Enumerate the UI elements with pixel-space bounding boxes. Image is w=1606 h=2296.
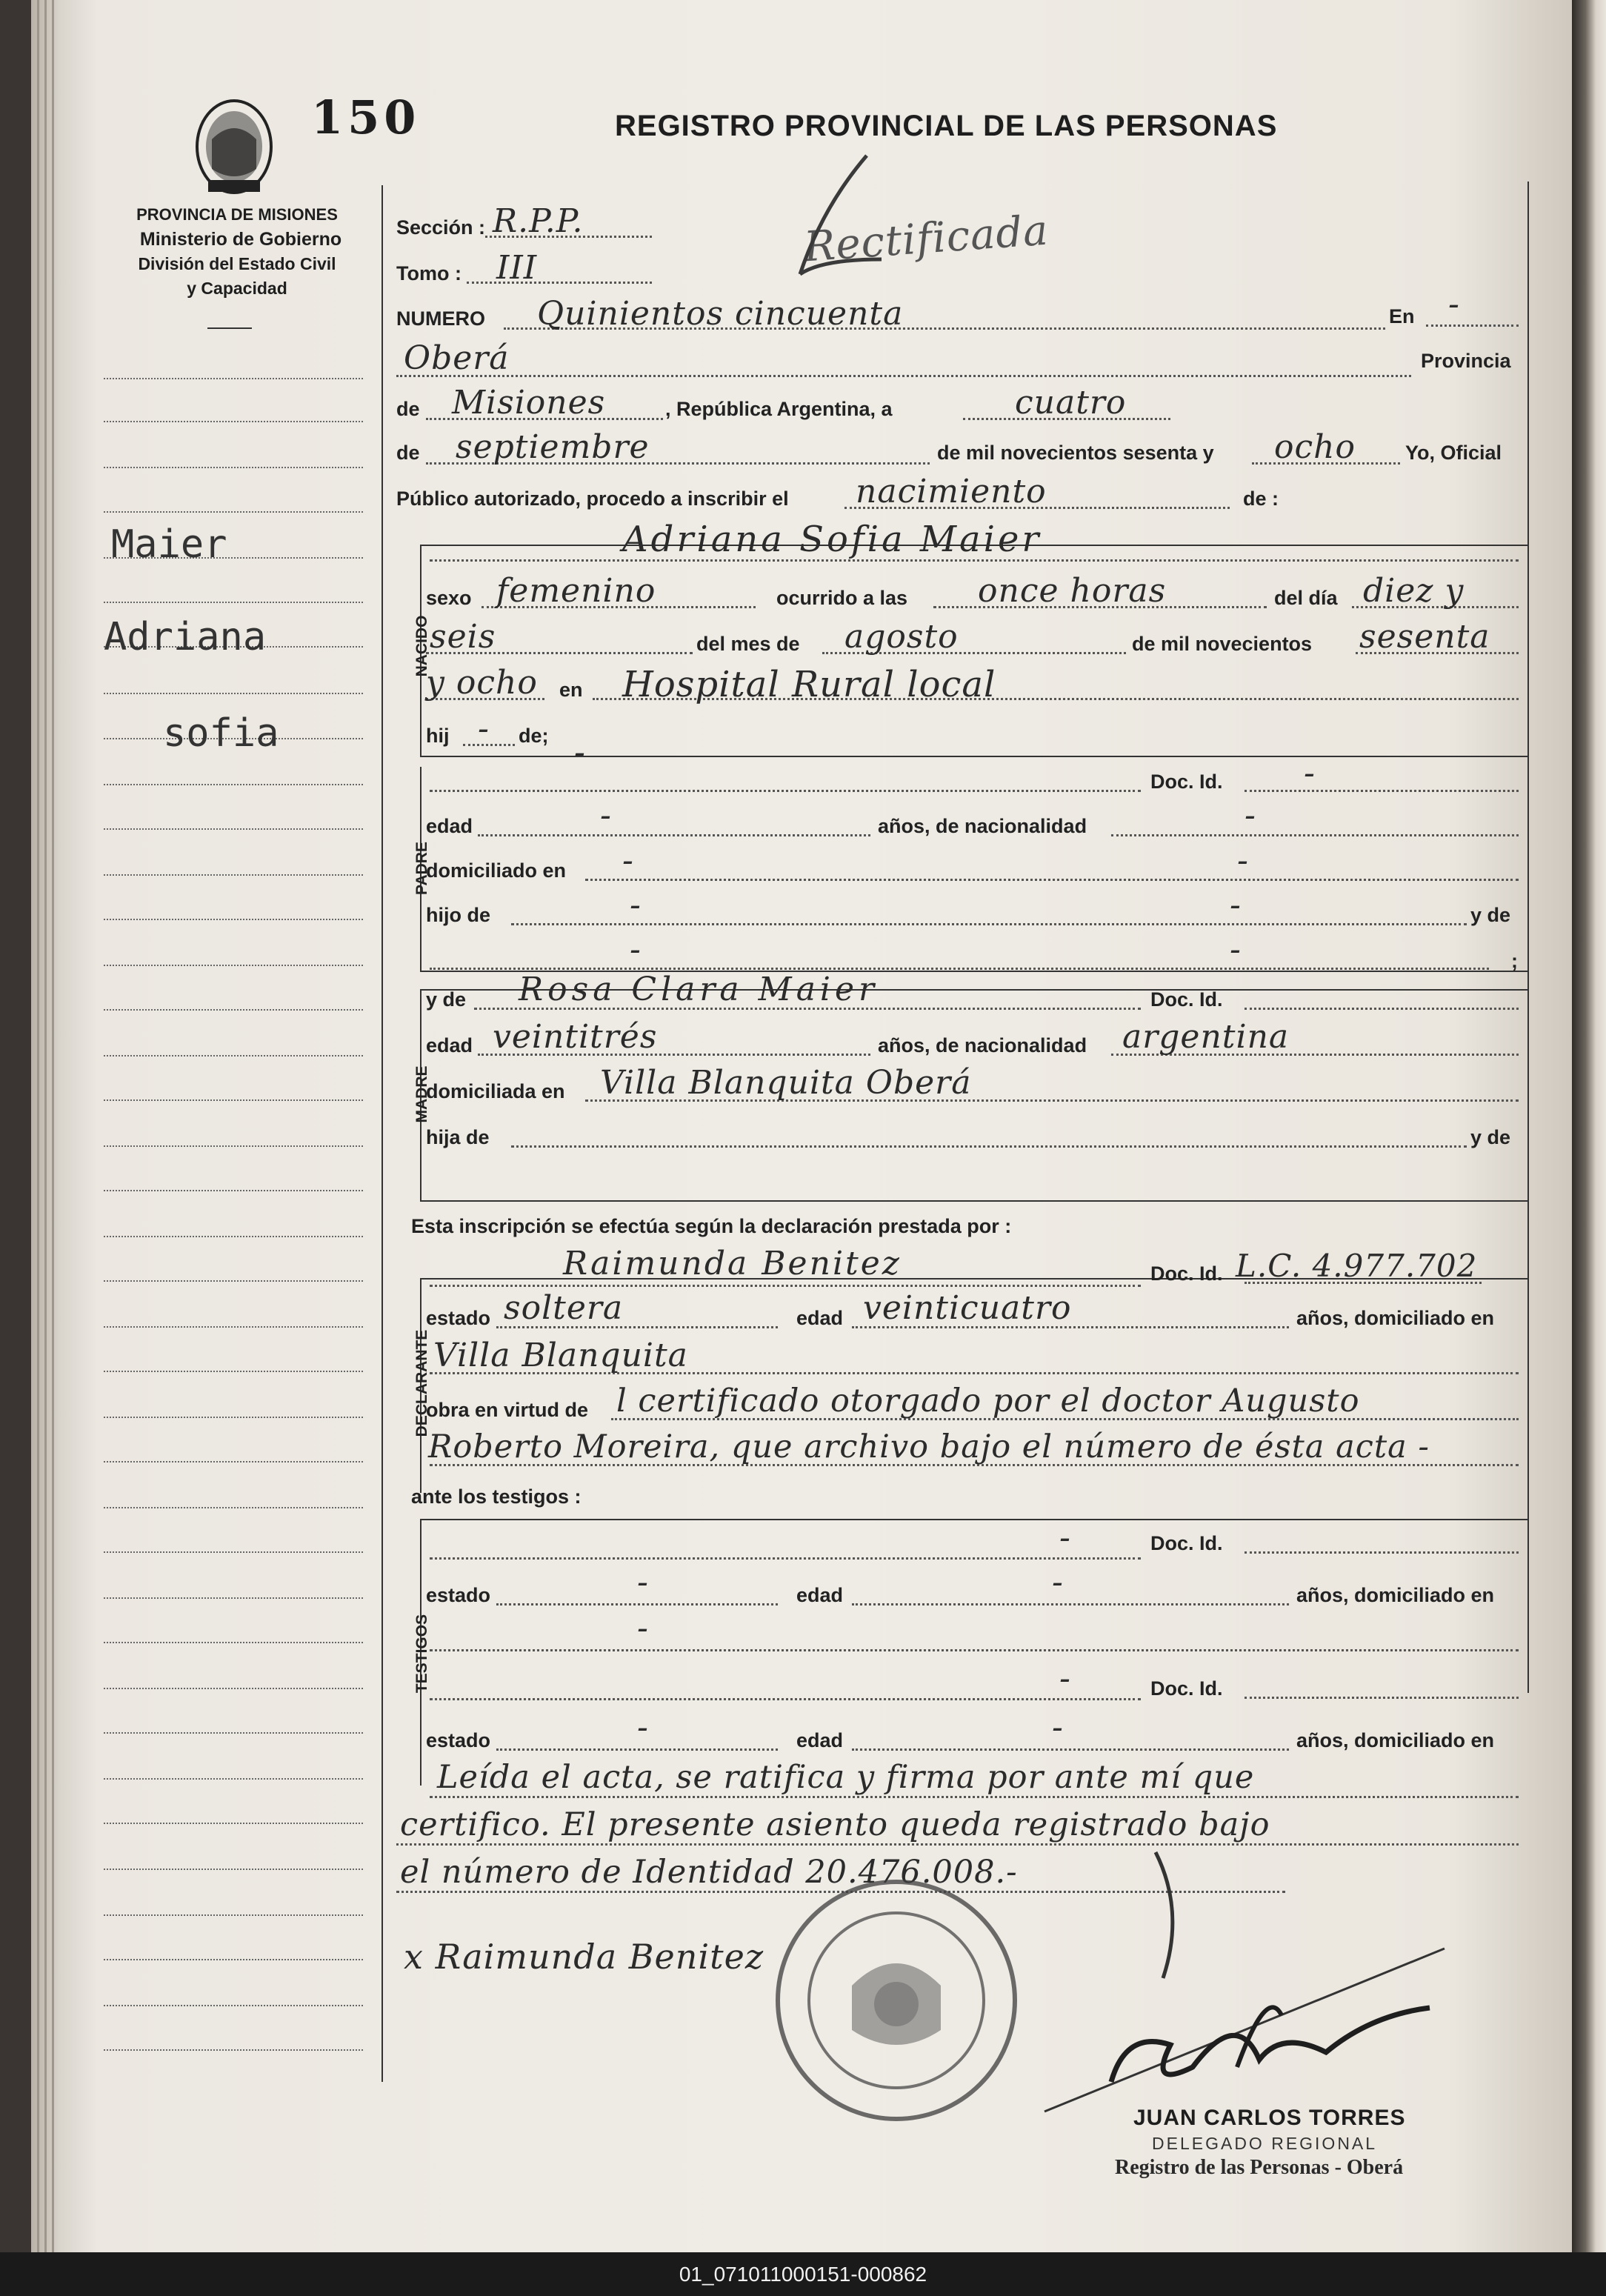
testigo2-docid-label: Doc. Id.	[1150, 1677, 1223, 1700]
publico-label: Público autorizado, procedo a inscribir el	[396, 488, 789, 510]
acto-value: nacimiento	[856, 473, 1047, 510]
mes-value: septiembre	[456, 428, 650, 466]
testigo2-estado-label: estado	[426, 1729, 491, 1751]
declarante-estado-value: soltera	[504, 1289, 624, 1327]
closing-line-3: el número de Identidad 20.476.008.-	[400, 1854, 1018, 1891]
madre-dom-label: domiciliada en	[426, 1080, 565, 1102]
madre-nombre: Rosa Clara Maier	[519, 971, 879, 1008]
org-line-4: y Capacidad	[187, 279, 287, 298]
anio-nac-value-a: sesenta	[1359, 618, 1490, 656]
ocurrido-label: ocurrido a las	[776, 587, 908, 609]
padre-section-label: PADRE	[413, 842, 430, 895]
divider	[207, 327, 252, 329]
padre-docid-label: Doc. Id.	[1150, 771, 1223, 793]
official-seal-icon	[770, 1874, 1022, 2126]
dia-value-a: diez y	[1363, 572, 1465, 610]
testigo1-dom-dash: -	[637, 1609, 649, 1647]
testigo1-edad-label: edad	[796, 1584, 844, 1606]
madre-nac-value: argentina	[1122, 1018, 1290, 1056]
closing-line-2: certifico. El presente asiento queda registrado bajo	[400, 1806, 1270, 1843]
margin-surname: Maier	[111, 522, 227, 567]
testigo1-estado-label: estado	[426, 1584, 491, 1606]
page-edge	[37, 0, 39, 2252]
numero-value: Quinientos cincuenta	[537, 295, 904, 333]
madre-hija-label: hija de	[426, 1126, 490, 1148]
en-nac-label: en	[559, 679, 583, 701]
padre-hijo-value-2: -	[1230, 886, 1242, 924]
left-column-rule	[381, 185, 383, 2082]
image-caption: 01_071011000151-000862	[0, 2252, 1606, 2296]
tomo-label: Tomo :	[396, 262, 462, 284]
testigo1-docid-label: Doc. Id.	[1150, 1532, 1223, 1554]
padre-dom-label: domiciliado en	[426, 859, 567, 882]
testigo2-dash: -	[1059, 1660, 1071, 1697]
closing-line-1: Leída el acta, se ratifica y firma por ante mí que	[437, 1759, 1255, 1796]
anio-value: ocho	[1274, 428, 1356, 466]
page-edge	[52, 0, 54, 2252]
provincia-label: Provincia	[1421, 350, 1511, 372]
testigo2-dom-label: años, domiciliado en	[1296, 1729, 1495, 1751]
declarante-intro: Esta inscripción se efectúa según la declaración prestada por :	[411, 1215, 1012, 1237]
padre-dom-value: -	[622, 842, 634, 879]
provincia-value: Misiones	[452, 384, 606, 422]
declarante-docid-value: L.C. 4.977.702	[1236, 1248, 1478, 1284]
testigo2-edad-label: edad	[796, 1729, 844, 1751]
republica-label: , República Argentina, a	[665, 398, 893, 420]
declarante-dom-label: años, domiciliado en	[1296, 1307, 1495, 1329]
padre-padres-value: -	[630, 931, 642, 968]
padre-edad-label: edad	[426, 815, 473, 837]
padre-padres-value-2: -	[1230, 931, 1242, 968]
en-label: En	[1389, 305, 1415, 327]
declarante-edad-label: edad	[796, 1307, 844, 1329]
official-office: Registro de las Personas - Oberá	[1115, 2156, 1404, 2179]
padre-yde-label: y de	[1470, 904, 1511, 926]
mil-label: de mil novecientos sesenta y	[937, 442, 1214, 464]
dia-label: del día	[1274, 587, 1338, 609]
yo-oficial-label: Yo, Oficial	[1405, 442, 1502, 464]
declarante-dom-value: Villa Blanquita	[433, 1337, 688, 1374]
padre-edad-value: -	[600, 796, 612, 834]
right-rule	[1527, 182, 1529, 1693]
dia-value-b: seis	[430, 618, 496, 656]
margin-first-name: Adriana	[104, 615, 267, 659]
madre-edad-label: edad	[426, 1034, 473, 1057]
official-role: DELEGADO REGIONAL	[1152, 2134, 1378, 2153]
madre-dom-value: Villa Blanquita Oberá	[600, 1064, 972, 1102]
dia-value: cuatro	[1015, 384, 1127, 422]
place-value: Oberá	[404, 339, 510, 377]
declarante-docid-label: Doc. Id.	[1150, 1262, 1223, 1285]
hij-value: -	[478, 710, 490, 748]
lugar-value: Hospital Rural local	[622, 664, 996, 705]
nacido-section-label: NACIDO	[413, 615, 430, 677]
declarante-edad-value: veinticuatro	[863, 1289, 1072, 1327]
rectified-annotation: Rectificada	[802, 206, 1050, 272]
declarant-signature: x Raimunda Benitez	[404, 1937, 764, 1977]
nacido-nombre: Adriana Sofia Maier	[622, 519, 1042, 560]
padre-hijo-label: hijo de	[426, 904, 490, 926]
padre-dom-value-2: -	[1237, 842, 1249, 879]
testigo1-dash: -	[1059, 1519, 1071, 1557]
padre-hijo-value: -	[630, 886, 642, 924]
numero-label: NUMERO	[396, 307, 485, 330]
sexo-value: femenino	[496, 572, 656, 610]
tomo-value: III	[496, 249, 538, 287]
obra-value-1: l certificado otorgado por el doctor Augusto	[616, 1382, 1360, 1420]
de-label: de	[396, 398, 420, 420]
testigo1-dom-label: años, domiciliado en	[1296, 1584, 1495, 1606]
mes-label: del mes de	[696, 633, 800, 655]
org-line-1: PROVINCIA DE MISIONES	[136, 205, 338, 224]
testigo1-edad-dash: -	[1052, 1563, 1064, 1601]
declarante-section-label: DECLARANTE	[413, 1329, 430, 1437]
check-mark-annotation	[756, 148, 904, 282]
testigos-intro: ante los testigos :	[411, 1485, 582, 1508]
seccion-value: R.P.P.	[493, 202, 584, 240]
seccion-label: Sección :	[396, 216, 486, 239]
margin-second-name: sofia	[163, 711, 279, 756]
testigo1-estado-dash: -	[637, 1563, 649, 1601]
padre-nac-value: -	[1245, 796, 1256, 834]
page-edge	[44, 0, 47, 2252]
anio-nac-value-b: y ocho	[426, 664, 538, 702]
declarante-nombre: Raimunda Benitez	[563, 1245, 902, 1282]
register-title: REGISTRO PROVINCIAL DE LAS PERSONAS	[615, 110, 1278, 142]
testigos-section-label: TESTIGOS	[413, 1614, 430, 1694]
province-emblem-icon	[190, 87, 279, 199]
testigo2-edad-dash: -	[1052, 1708, 1064, 1746]
de2-label: de	[396, 442, 420, 464]
obra-label: obra en virtud de	[426, 1399, 589, 1421]
testigo2-estado-dash: -	[637, 1708, 649, 1746]
de-nac-label: de;	[519, 725, 549, 747]
org-line-3: División del Estado Civil	[138, 254, 336, 273]
next-page-edge	[1572, 0, 1606, 2252]
padre-semicolon: ;	[1511, 950, 1518, 972]
mes-nac-value: agosto	[844, 618, 959, 656]
official-name: JUAN CARLOS TORRES	[1133, 2106, 1406, 2130]
madre-docid-label: Doc. Id.	[1150, 988, 1223, 1011]
mil-nac-label: de mil novecientos	[1132, 633, 1313, 655]
padres-value: -	[574, 733, 586, 771]
hora-value: once horas	[978, 572, 1167, 610]
padre-nac-label: años, de nacionalidad	[878, 815, 1087, 837]
declarante-estado-label: estado	[426, 1307, 491, 1329]
sexo-label: sexo	[426, 587, 472, 609]
madre-nac-label: años, de nacionalidad	[878, 1034, 1087, 1057]
madre-section-label: MADRE	[413, 1065, 430, 1123]
page-number: 150	[311, 90, 421, 144]
obra-value-2: Roberto Moreira, que archivo bajo el número de ésta acta -	[428, 1428, 1430, 1465]
de3-label: de :	[1243, 488, 1279, 510]
madre-yde-label: y de	[426, 988, 467, 1011]
padre-docid-value: -	[1304, 754, 1316, 792]
madre-edad-value: veintitrés	[493, 1018, 658, 1056]
hij-label: hij	[426, 725, 450, 747]
en-value: -	[1448, 285, 1460, 323]
official-signature-icon	[1015, 1941, 1459, 2119]
org-line-2: Ministerio de Gobierno	[139, 229, 342, 250]
madre-yde2-label: y de	[1470, 1126, 1511, 1148]
